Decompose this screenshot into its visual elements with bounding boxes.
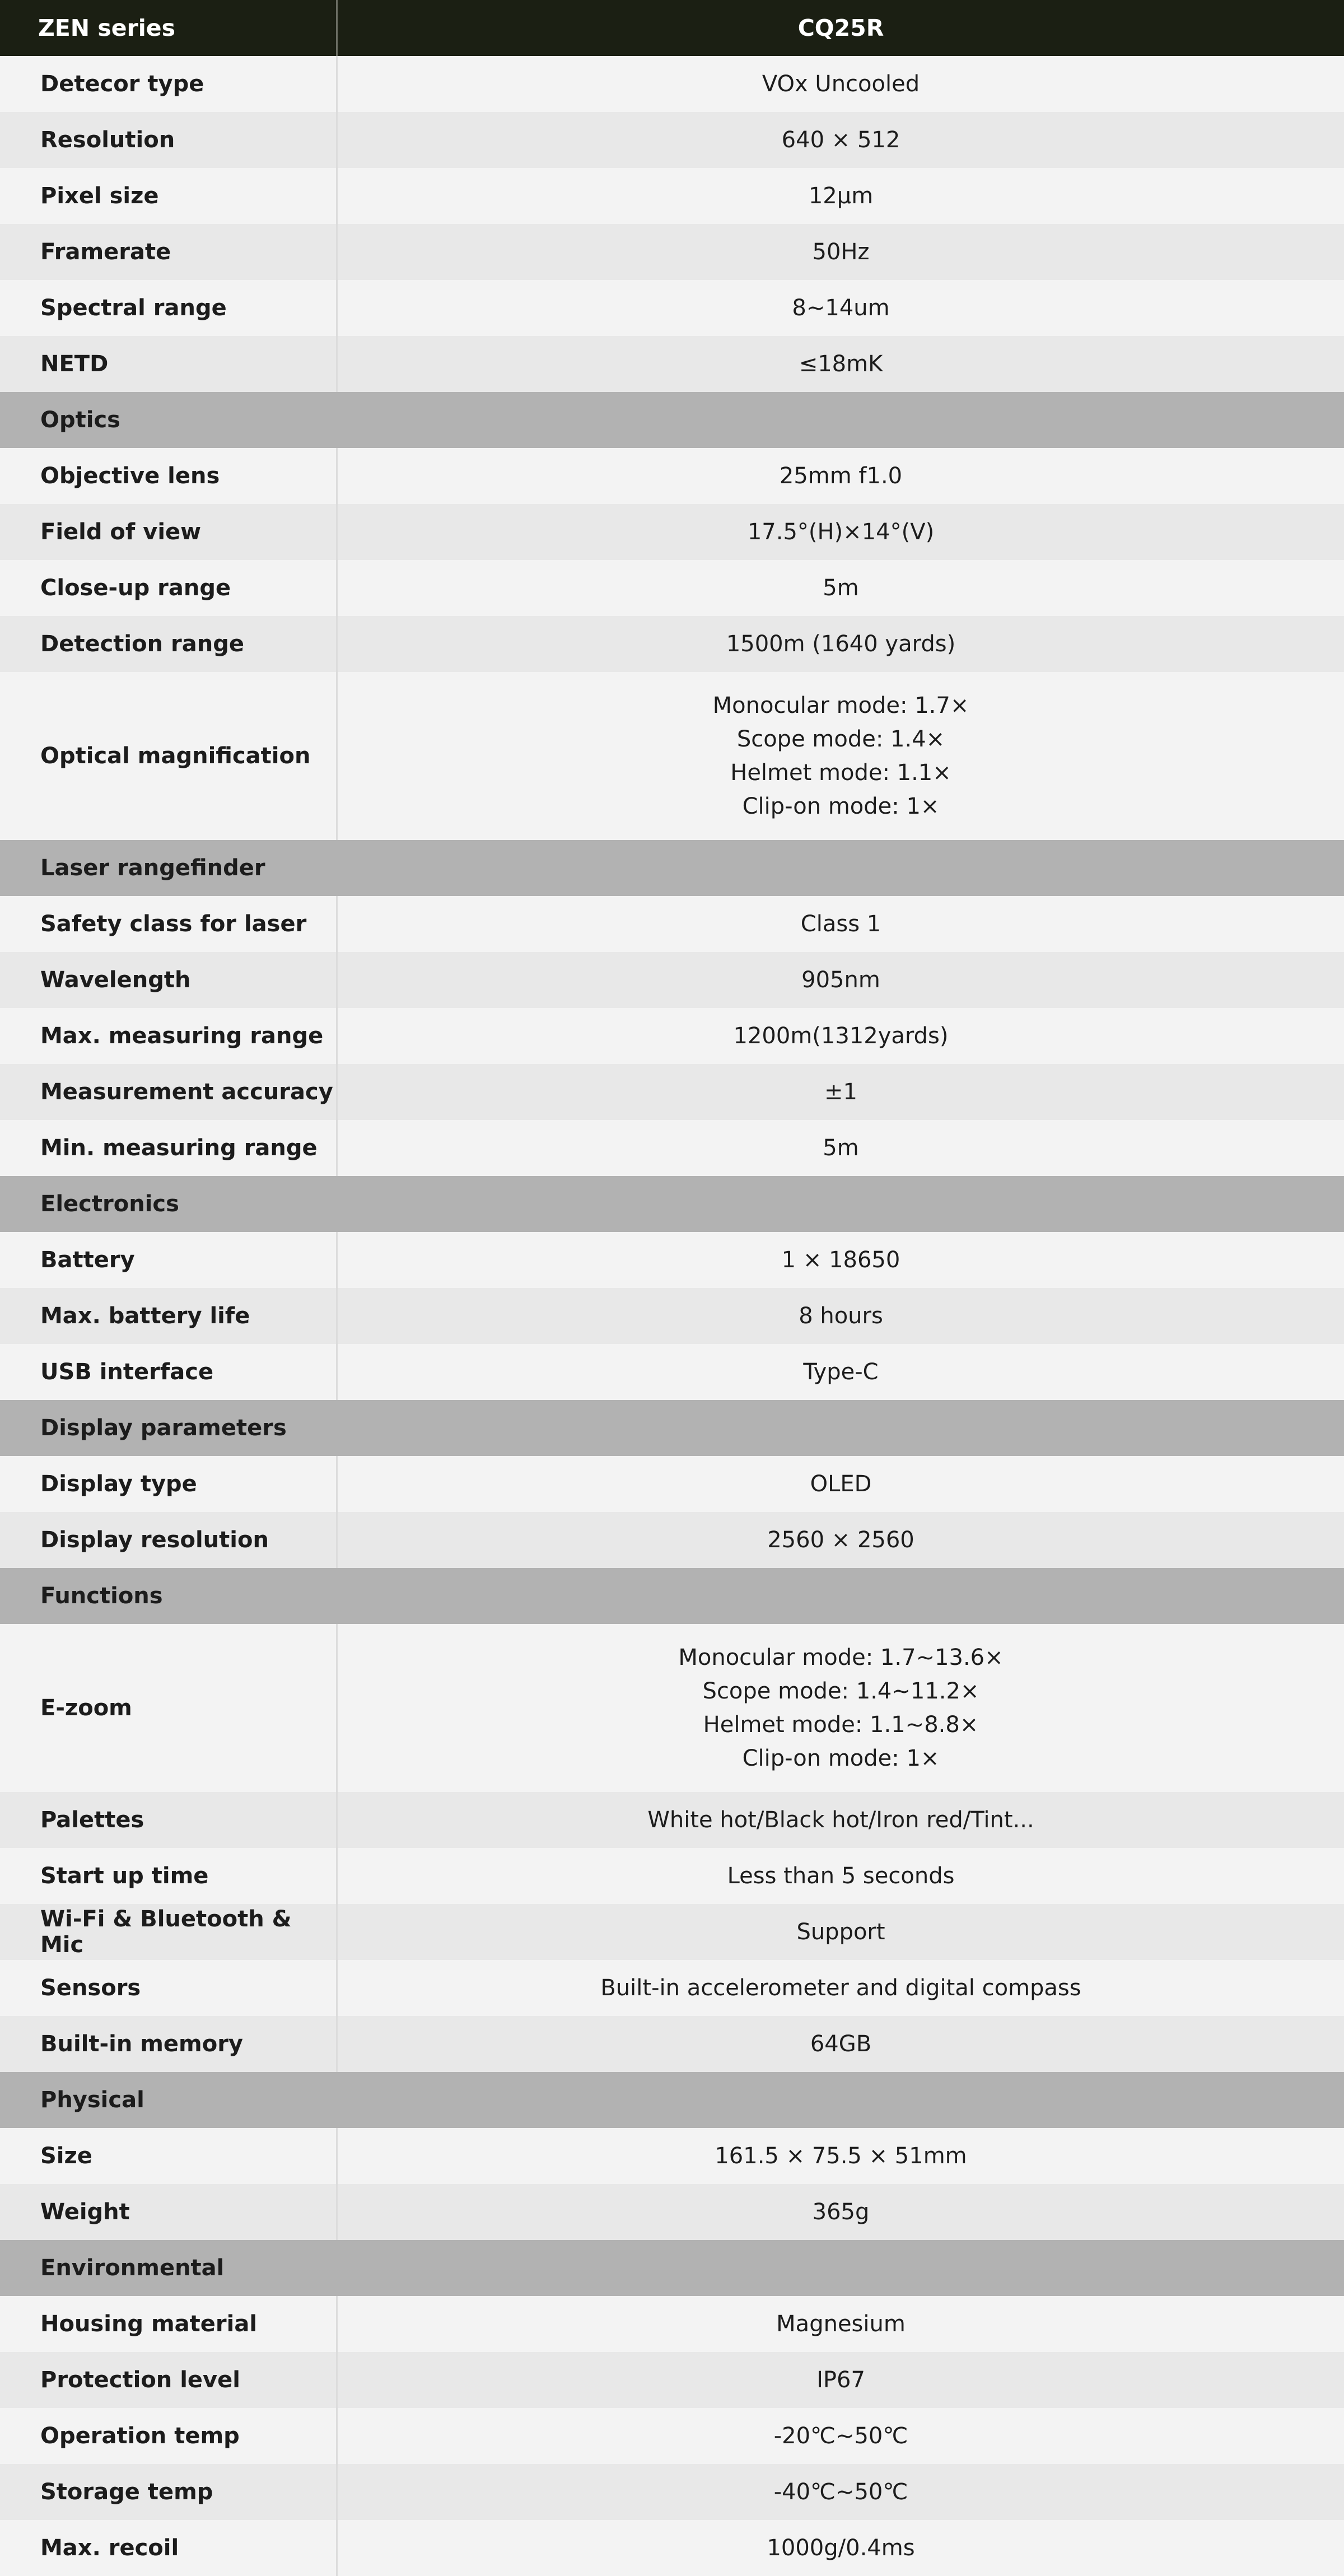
spec-value-line: Class 1 <box>800 911 881 937</box>
table-row <box>0 2408 1344 2464</box>
table-row <box>0 1008 1344 1064</box>
header-series-label: ZEN series <box>38 15 176 41</box>
spec-value <box>336 1456 1344 1512</box>
spec-value-line: IP67 <box>816 2367 865 2393</box>
table-row <box>0 2016 1344 2072</box>
spec-label: Field of view <box>40 519 202 545</box>
spec-value-line: 1500m (1640 yards) <box>726 631 956 657</box>
spec-label: Housing material <box>40 2311 258 2337</box>
table-row <box>0 1288 1344 1344</box>
spec-label: Min. measuring range <box>40 1135 318 1161</box>
spec-value <box>336 1512 1344 1568</box>
spec-label: Measurement accuracy <box>40 1079 333 1105</box>
spec-label: Display type <box>40 1471 197 1497</box>
spec-label: Resolution <box>40 127 175 153</box>
spec-value <box>336 1792 1344 1848</box>
spec-value-line: OLED <box>810 1471 872 1497</box>
spec-value <box>336 1624 1344 1792</box>
spec-value <box>336 448 1344 504</box>
table-row <box>0 1848 1344 1904</box>
spec-label: NETD <box>40 351 109 377</box>
spec-value-line: 12μm <box>808 183 874 209</box>
spec-value-line: 25mm f1.0 <box>779 463 903 489</box>
table-row <box>0 1792 1344 1848</box>
spec-value <box>336 2520 1344 2576</box>
spec-value-line: Helmet mode: 1.1× <box>730 760 951 786</box>
spec-label: Operation temp <box>40 2423 240 2449</box>
table-row <box>0 896 1344 952</box>
spec-value <box>336 1960 1344 2016</box>
spec-value <box>336 952 1344 1008</box>
spec-label: Wavelength <box>40 967 191 993</box>
spec-value-line: 64GB <box>810 2031 872 2057</box>
spec-value <box>336 1120 1344 1176</box>
spec-value-line: VOx Uncooled <box>762 71 920 97</box>
spec-value-line: 5m <box>823 1135 859 1161</box>
section-header <box>0 2240 1344 2296</box>
spec-value <box>336 2128 1344 2184</box>
section-header <box>0 1400 1344 1456</box>
spec-value <box>336 2296 1344 2352</box>
spec-label: E-zoom <box>40 1695 132 1721</box>
spec-label: Battery <box>40 1247 135 1273</box>
spec-label: Max. measuring range <box>40 1023 324 1049</box>
spec-value <box>336 56 1344 112</box>
section-header <box>0 2072 1344 2128</box>
spec-value-line: Built-in accelerometer and digital compass <box>600 1975 1081 2001</box>
table-row <box>0 112 1344 168</box>
spec-label: Safety class for laser <box>40 911 307 937</box>
spec-value <box>336 336 1344 392</box>
table-row <box>0 2464 1344 2520</box>
spec-value <box>336 1344 1344 1400</box>
spec-label: Spectral range <box>40 295 227 321</box>
spec-value <box>336 1288 1344 1344</box>
spec-value-line: 50Hz <box>812 239 870 265</box>
spec-value-line: Type-C <box>803 1359 879 1385</box>
table-row <box>0 1960 1344 2016</box>
spec-label: Objective lens <box>40 463 220 489</box>
table-row <box>0 2296 1344 2352</box>
section-title: Display parameters <box>40 1415 287 1441</box>
spec-value <box>336 2016 1344 2072</box>
spec-label: Protection level <box>40 2367 240 2393</box>
spec-value-line: 1 × 18650 <box>781 1247 900 1273</box>
spec-label: USB interface <box>40 1359 214 1385</box>
table-row <box>0 560 1344 616</box>
section-title: Functions <box>40 1583 163 1609</box>
spec-label: Max. battery life <box>40 1303 250 1329</box>
section-title: Optics <box>40 407 120 433</box>
spec-value <box>336 2184 1344 2240</box>
spec-value-line: 8 hours <box>799 1303 883 1329</box>
table-row <box>0 224 1344 280</box>
spec-value-line: Scope mode: 1.4× <box>736 726 945 752</box>
spec-value <box>336 2464 1344 2520</box>
spec-value <box>336 896 1344 952</box>
spec-value-line: -40℃~50℃ <box>773 2479 908 2505</box>
spec-label: Sensors <box>40 1975 141 2001</box>
spec-value-line: -20℃~50℃ <box>773 2423 908 2449</box>
table-row <box>0 168 1344 224</box>
spec-value-line: 161.5 × 75.5 × 51mm <box>715 2143 967 2169</box>
table-row <box>0 448 1344 504</box>
table-row <box>0 1624 1344 1792</box>
table-row <box>0 1064 1344 1120</box>
table-row <box>0 952 1344 1008</box>
table-row <box>0 1120 1344 1176</box>
spec-value <box>336 616 1344 672</box>
table-row <box>0 504 1344 560</box>
table-row <box>0 2352 1344 2408</box>
spec-value <box>336 2352 1344 2408</box>
table-row <box>0 2520 1344 2576</box>
header-model-label: CQ25R <box>336 0 1344 56</box>
spec-value <box>336 1008 1344 1064</box>
spec-value <box>336 224 1344 280</box>
spec-value-line: Support <box>796 1919 885 1945</box>
section-header <box>0 1568 1344 1624</box>
table-row <box>0 1904 1344 1960</box>
spec-value <box>336 504 1344 560</box>
section-title: Physical <box>40 2087 144 2113</box>
spec-label: Start up time <box>40 1863 209 1889</box>
section-title: Electronics <box>40 1191 179 1217</box>
table-row <box>0 336 1344 392</box>
spec-value <box>336 2408 1344 2464</box>
spec-label: Wi-Fi & Bluetooth & Mic <box>40 1906 292 1958</box>
spec-value-line: Clip-on mode: 1× <box>742 794 940 819</box>
table-row <box>0 2184 1344 2240</box>
spec-value <box>336 280 1344 336</box>
table-row <box>0 2128 1344 2184</box>
spec-value <box>336 1064 1344 1120</box>
section-header <box>0 1176 1344 1232</box>
section-header <box>0 840 1344 896</box>
spec-value-line: Magnesium <box>776 2311 906 2337</box>
table-row <box>0 616 1344 672</box>
section-title: Laser rangefinder <box>40 855 265 881</box>
spec-value-line: 8~14um <box>792 295 890 321</box>
spec-value-line: 17.5°(H)×14°(V) <box>747 519 935 545</box>
spec-label: Built-in memory <box>40 2031 243 2057</box>
section-header <box>0 392 1344 448</box>
spec-value-line: Helmet mode: 1.1~8.8× <box>703 1712 979 1738</box>
table-row <box>0 672 1344 840</box>
spec-label: Optical magnification <box>40 743 311 769</box>
table-row <box>0 1232 1344 1288</box>
spec-value-line: 5m <box>823 575 859 601</box>
spec-value-line: ±1 <box>824 1079 857 1105</box>
spec-rows <box>0 56 1344 2576</box>
spec-label: Display resolution <box>40 1527 269 1553</box>
spec-value-line: Monocular mode: 1.7~13.6× <box>678 1645 1004 1670</box>
table-row <box>0 280 1344 336</box>
spec-value-line: White hot/Black hot/Iron red/Tint... <box>647 1807 1034 1833</box>
spec-value <box>336 168 1344 224</box>
spec-value <box>336 672 1344 840</box>
spec-value-line: 2560 × 2560 <box>767 1527 914 1553</box>
spec-value <box>336 1848 1344 1904</box>
spec-value-line: Scope mode: 1.4~11.2× <box>702 1678 979 1704</box>
spec-label: Close-up range <box>40 575 231 601</box>
spec-value-line: Monocular mode: 1.7× <box>712 693 969 718</box>
table-row <box>0 56 1344 112</box>
spec-value-line: 365g <box>812 2199 870 2225</box>
table-row <box>0 1512 1344 1568</box>
spec-label: Framerate <box>40 239 171 265</box>
spec-value <box>336 112 1344 168</box>
spec-label: Palettes <box>40 1807 144 1833</box>
table-header <box>0 0 1344 56</box>
spec-value-line: Less than 5 seconds <box>727 1863 955 1889</box>
table-row <box>0 1456 1344 1512</box>
section-title: Environmental <box>40 2255 225 2281</box>
spec-label: Weight <box>40 2199 130 2225</box>
spec-label: Max. recoil <box>40 2535 179 2561</box>
spec-label: Storage temp <box>40 2479 213 2505</box>
spec-value-line: 1200m(1312yards) <box>733 1023 949 1049</box>
spec-value <box>336 1232 1344 1288</box>
spec-label: Size <box>40 2143 92 2169</box>
spec-value <box>336 1904 1344 1960</box>
spec-value-line: 640 × 512 <box>781 127 900 153</box>
spec-label: Detecor type <box>40 71 204 97</box>
spec-value-line: Clip-on mode: 1× <box>742 1746 940 1771</box>
spec-label: Pixel size <box>40 183 159 209</box>
spec-value <box>336 560 1344 616</box>
spec-value-line: 905nm <box>801 967 880 993</box>
spec-value-line: ≤18mK <box>799 351 883 377</box>
spec-label: Detection range <box>40 631 244 657</box>
spec-value-line: 1000g/0.4ms <box>767 2535 915 2561</box>
table-row <box>0 1344 1344 1400</box>
